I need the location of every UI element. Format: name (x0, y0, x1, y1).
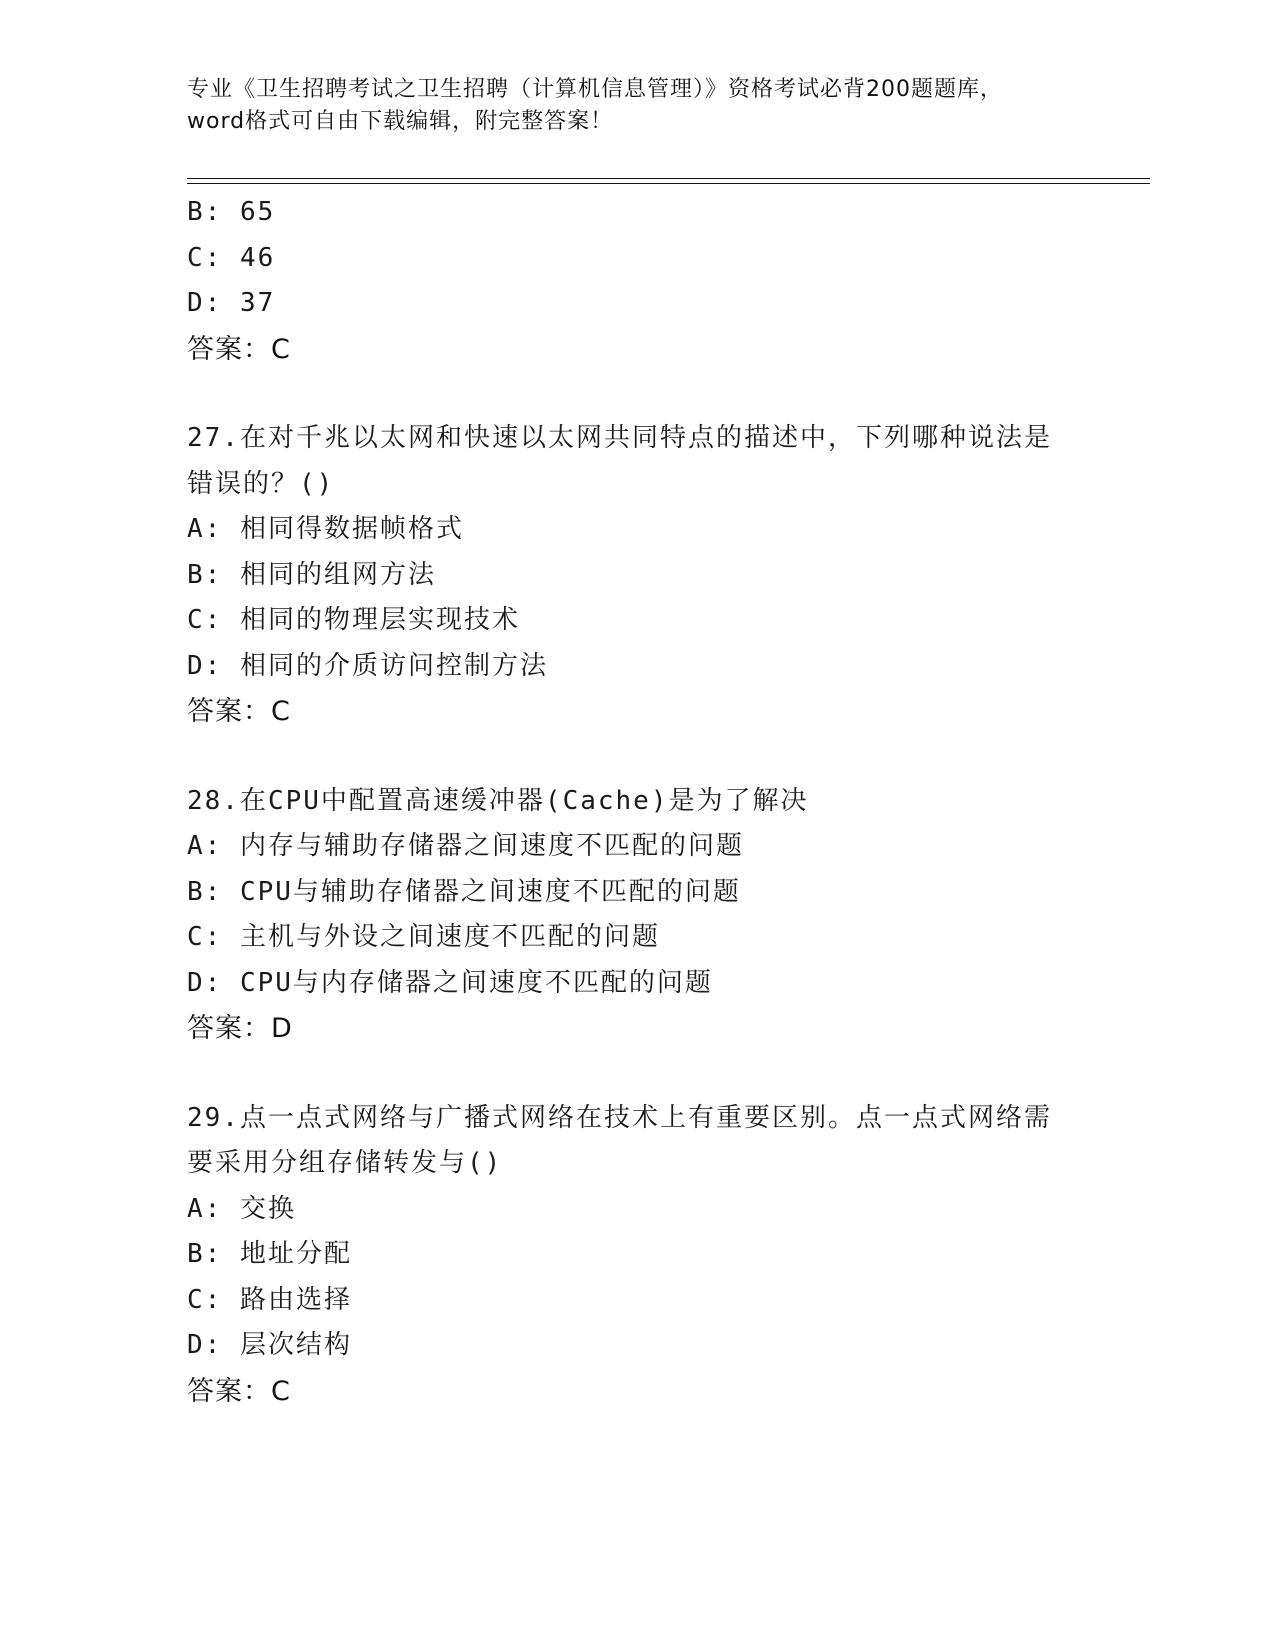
header-title-line-1: 专业《卫生招聘考试之卫生招聘（计算机信息管理）》资格考试必背200题题库， (187, 77, 1003, 102)
option-b: B: 相同的组网方法 (187, 559, 436, 590)
spacer (187, 735, 1087, 779)
header-title-line-2: word格式可自由下载编辑，附完整答案！ (187, 109, 614, 134)
question-27 (187, 416, 1087, 735)
question-stem-line-1: 28.在CPU中配置高速缓冲器(Cache)是为了解决 (187, 785, 809, 816)
option-a: A: 交换 (187, 1193, 296, 1224)
answer: 答案：C (187, 333, 291, 365)
option-c: C: 路由选择 (187, 1284, 352, 1315)
question-stem-line-2: 要采用分组存储转发与() (187, 1148, 503, 1178)
question-26-continued (187, 190, 1087, 372)
option-b: B: 地址分配 (187, 1239, 352, 1269)
spacer (187, 372, 1087, 416)
option-d: D: 相同的介质访问控制方法 (187, 650, 548, 681)
question-29 (187, 1096, 1087, 1415)
spacer (187, 1052, 1087, 1096)
question-stem-line-1: 27.在对千兆以太网和快速以太网共同特点的描述中，下列哪种说法是 (187, 423, 1052, 453)
option-c: C: 相同的物理层实现技术 (187, 605, 520, 635)
option-d: D: 37 (187, 288, 276, 318)
option-a: A: 内存与辅助存储器之间速度不匹配的问题 (187, 831, 744, 861)
question-list (187, 190, 1087, 1414)
option-d: D: CPU与内存储器之间速度不匹配的问题 (187, 967, 713, 998)
answer: 答案：C (187, 1375, 291, 1407)
option-b: B: CPU与辅助存储器之间速度不匹配的问题 (187, 876, 741, 907)
option-b: B: 65 (187, 197, 276, 227)
question-stem-line-2: 错误的？() (187, 468, 335, 499)
question-stem-line-1: 29.点一点式网络与广播式网络在技术上有重要区别。点一点式网络需 (187, 1102, 1052, 1133)
option-c: C: 46 (187, 242, 276, 273)
option-a: A: 相同得数据帧格式 (187, 514, 464, 544)
document-header (187, 74, 1087, 138)
header-divider-bottom (187, 183, 1150, 184)
option-d: D: 层次结构 (187, 1330, 352, 1360)
header-divider-top (187, 178, 1150, 179)
answer: 答案：D (187, 1013, 293, 1044)
option-c: C: 主机与外设之间速度不匹配的问题 (187, 922, 660, 952)
answer: 答案：C (187, 696, 291, 727)
question-28 (187, 779, 1087, 1052)
